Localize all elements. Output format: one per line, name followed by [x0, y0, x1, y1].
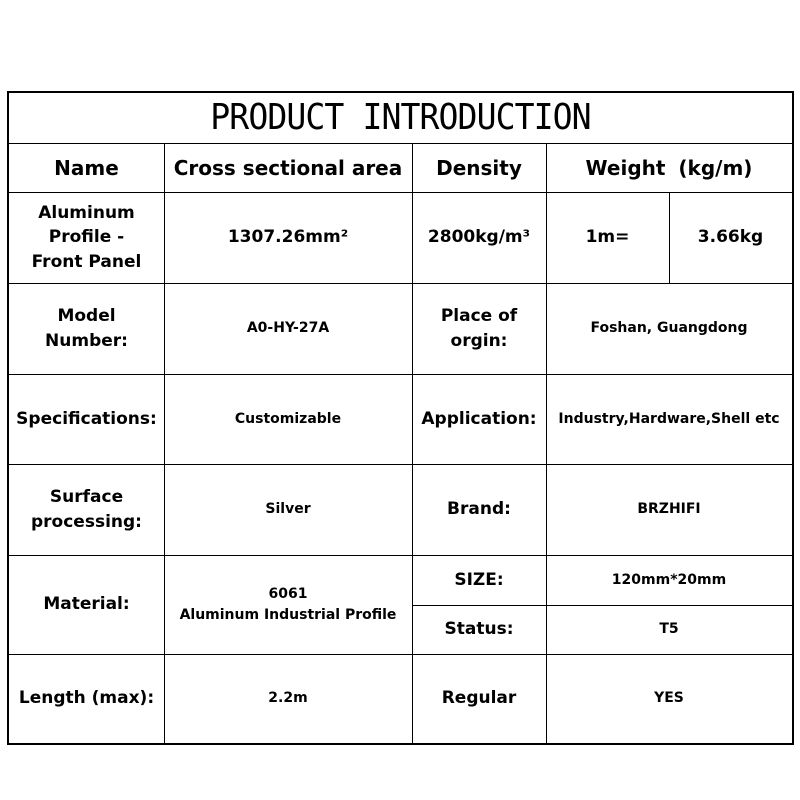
product-table	[7, 91, 794, 745]
application-value: Industry,Hardware,Shell etc	[558, 410, 780, 427]
label-line: processing:	[31, 511, 142, 532]
product-name	[9, 192, 164, 283]
weight-unit-label: 1m=	[585, 227, 630, 248]
size-value: 120mm*20mm	[611, 571, 727, 588]
application-label: Application:	[421, 408, 537, 429]
header-density: Density	[436, 155, 522, 180]
label-line: Model	[57, 305, 116, 326]
material-label: Material:	[43, 594, 130, 615]
label-line: orgin:	[450, 330, 508, 351]
table-title: PRODUCT INTRODUCTION	[210, 97, 591, 139]
place-of-origin-value: Foshan, Guangdong	[590, 320, 748, 337]
brand-value: BRZHIFI	[637, 501, 701, 518]
size-label: SIZE:	[454, 569, 504, 590]
length-label: Length (max):	[18, 688, 155, 709]
label-line: Surface	[49, 486, 124, 507]
product-name-line: Profile -	[48, 227, 125, 248]
surface-processing-value: Silver	[265, 501, 311, 518]
label-line: Number:	[45, 330, 128, 351]
status-label: Status:	[444, 619, 514, 640]
regular-value: YES	[654, 690, 684, 707]
length-value: 2.2m	[268, 690, 308, 707]
model-number-value: A0-HY-27A	[246, 320, 330, 337]
product-name-line: Aluminum	[38, 202, 135, 223]
specifications-value: Customizable	[234, 410, 342, 427]
density-value: 2800kg/m³	[427, 227, 531, 248]
header-cross-section: Cross sectional area	[173, 155, 403, 180]
material-value	[164, 555, 412, 654]
place-of-origin-label	[412, 283, 546, 374]
regular-label: Regular	[441, 688, 517, 709]
brand-label: Brand:	[447, 499, 511, 520]
label-line: Place of	[440, 305, 518, 326]
status-value: T5	[659, 621, 679, 638]
header-name: Name	[54, 155, 119, 180]
cross-section-value: 1307.26mm²	[227, 227, 349, 248]
weight-value: 3.66kg	[697, 227, 764, 248]
surface-processing-label	[9, 464, 164, 555]
material-line: Aluminum Industrial Profile	[179, 606, 397, 623]
header-weight: Weight (kg/m)	[585, 155, 753, 180]
product-name-line: Front Panel	[31, 251, 142, 272]
model-number-label	[9, 283, 164, 374]
specifications-label: Specifications:	[16, 408, 157, 429]
material-line: 6061	[268, 585, 308, 602]
